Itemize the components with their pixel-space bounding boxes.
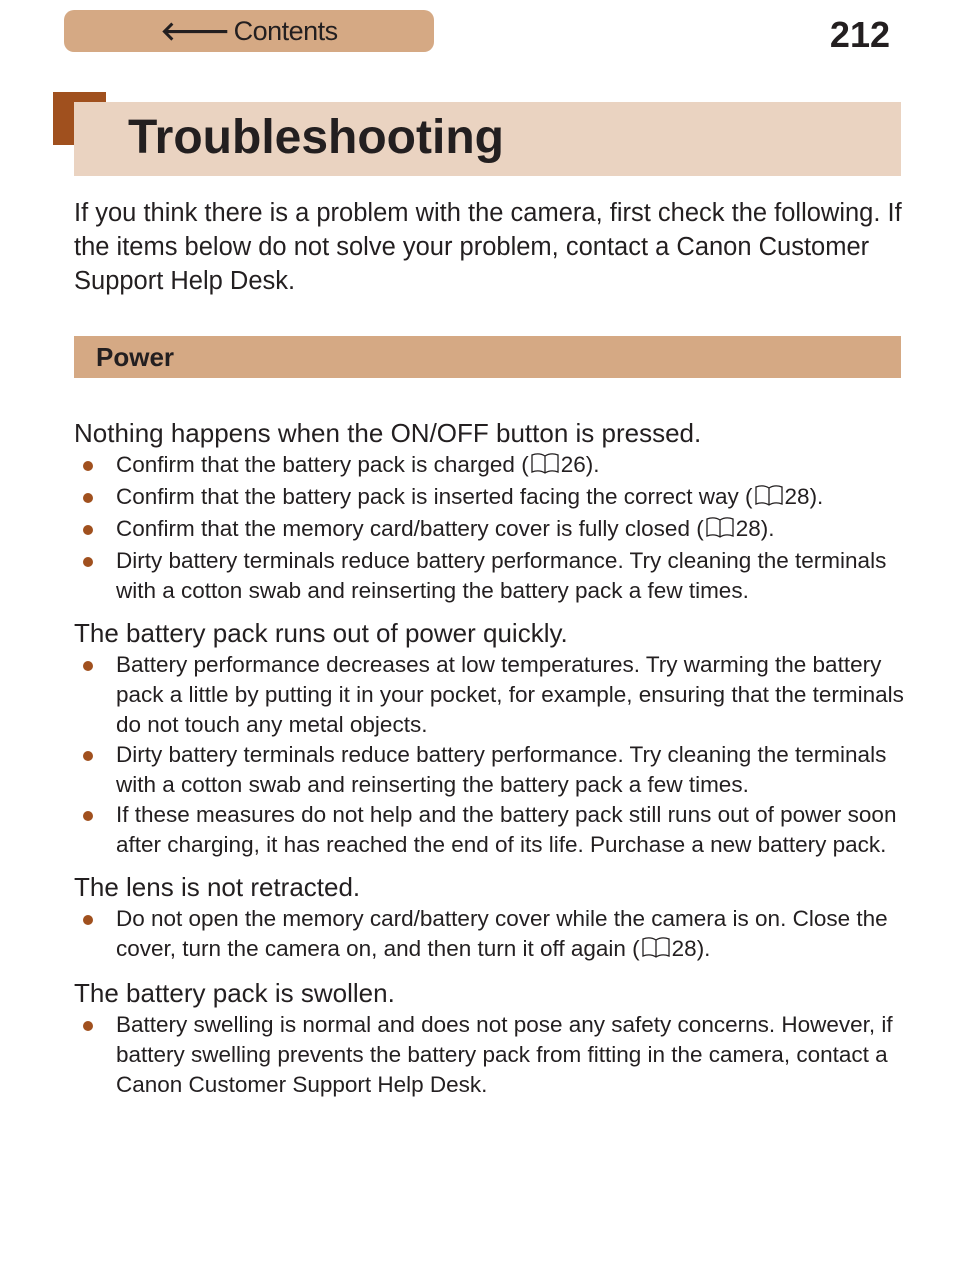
book-reference-icon <box>530 452 560 482</box>
intro-paragraph: If you think there is a problem with the camera, first check the following. If the items below do not solve your problem, contact a Canon Customer Support Help Desk. <box>74 199 902 295</box>
troubleshooting-list <box>74 417 904 1111</box>
arrow-left-icon: 🡐 <box>160 15 230 46</box>
page-reference[interactable]: 28 <box>735 516 761 541</box>
problem-block <box>74 871 904 966</box>
problem-block <box>74 417 904 606</box>
page-title: Troubleshooting <box>128 111 504 164</box>
bullet-icon <box>83 557 93 567</box>
page-number: 212 <box>829 14 890 55</box>
book-reference-icon <box>754 484 784 514</box>
contents-label: Contents <box>233 15 338 46</box>
section-bar <box>74 336 901 378</box>
section-title: Power <box>96 342 175 372</box>
problem-heading: The battery pack is swollen. <box>74 978 395 1008</box>
contents-button[interactable] <box>64 10 434 52</box>
list-item: Confirm that the memory card/battery cover is fully closed ( 28). <box>74 514 904 546</box>
bullet-icon <box>83 751 93 761</box>
bullet-icon <box>83 1021 93 1031</box>
bullet-icon <box>83 811 93 821</box>
bullet-icon <box>83 661 93 671</box>
bullet-icon <box>83 461 93 471</box>
bullet-list <box>74 650 904 860</box>
bullet-icon <box>83 525 93 535</box>
list-item: Confirm that the battery pack is charged ( 26). <box>74 450 904 482</box>
book-reference-icon <box>641 936 671 966</box>
list-item: Confirm that the battery pack is inserted facing the correct way ( 28). <box>74 482 904 514</box>
problem-heading: Nothing happens when the ON/OFF button is pressed. <box>74 418 702 448</box>
list-item: Dirty battery terminals reduce battery performance. Try cleaning the terminals with a cotton swab and reinserting the battery pack a few times. <box>74 740 904 800</box>
bullet-icon <box>83 915 93 925</box>
problem-heading: The battery pack runs out of power quickly. <box>74 618 568 648</box>
list-item: Dirty battery terminals reduce battery performance. Try cleaning the terminals with a cotton swab and reinserting the battery pack a few times. <box>74 546 904 606</box>
bullet-list <box>74 904 904 966</box>
list-item: If these measures do not help and the battery pack still runs out of power soon after charging, it has reached the end of its life. Purchase a new battery pack. <box>74 800 904 860</box>
problem-heading: The lens is not retracted. <box>74 872 361 902</box>
problem-block <box>74 617 904 860</box>
book-reference-icon <box>705 516 735 546</box>
page-reference[interactable]: 26 <box>560 452 586 477</box>
list-item: Battery swelling is normal and does not pose any safety concerns. However, if battery swelling prevents the battery pack from fitting in the camera, contact a Canon Customer Support Help Desk. <box>74 1010 904 1100</box>
list-item: Battery performance decreases at low temperatures. Try warming the battery pack a little by putting it in your pocket, for example, ensuring that the terminals do not touch any metal objects. <box>74 650 904 740</box>
bullet-list <box>74 450 904 606</box>
page-reference[interactable]: 28 <box>671 936 697 961</box>
bullet-icon <box>83 493 93 503</box>
list-item: Do not open the memory card/battery cover while the camera is on. Close the cover, turn the camera on, and then turn it off again ( 28). <box>74 904 904 966</box>
page-reference[interactable]: 28 <box>784 484 810 509</box>
bullet-list <box>74 1010 904 1100</box>
problem-block <box>74 977 904 1100</box>
